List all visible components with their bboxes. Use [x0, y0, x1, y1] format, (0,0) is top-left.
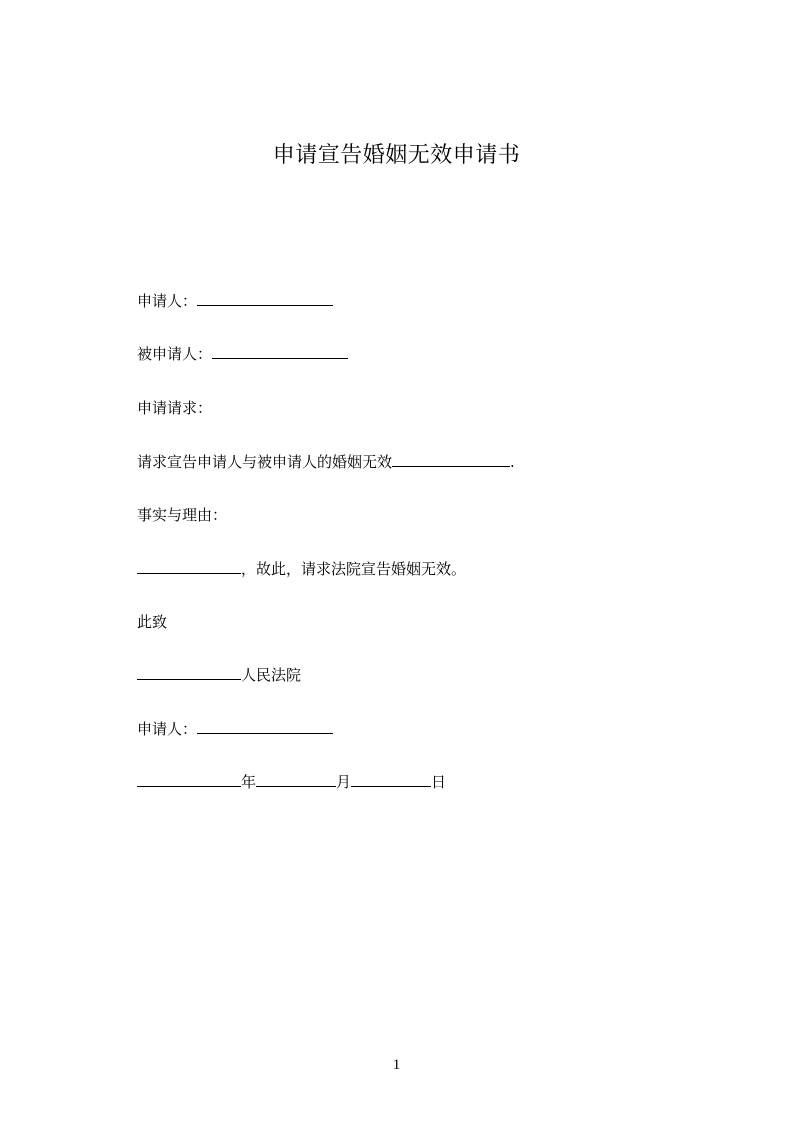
day-blank [351, 770, 431, 787]
facts-blank [137, 557, 241, 574]
signature-line [137, 717, 333, 741]
respondent-blank [212, 342, 348, 359]
facts-heading: 事实与理由： [137, 506, 228, 524]
page-number: 1 [392, 1057, 401, 1073]
document-title: 申请宣告婚姻无效申请书 [272, 143, 521, 168]
request-text: 请求宣告申请人与被申请人的婚姻无效 [137, 453, 393, 471]
applicant-line [137, 289, 333, 313]
court-suffix: 人民法院 [241, 666, 302, 684]
request-heading: 申请请求： [137, 399, 213, 417]
request-line [137, 450, 515, 474]
request-end: . [510, 453, 515, 471]
date-line [137, 770, 446, 794]
applicant-label: 申请人： [137, 292, 198, 310]
signature-label: 申请人： [137, 720, 198, 738]
year-label: 年 [241, 773, 257, 791]
facts-text: ，故此，请求法院宣告婚姻无效。 [241, 560, 467, 578]
signature-blank [197, 717, 333, 734]
month-blank [256, 770, 336, 787]
request-blank [392, 450, 510, 467]
facts-line [137, 557, 466, 581]
day-label: 日 [431, 773, 447, 791]
applicant-blank [197, 289, 333, 306]
respondent-line [137, 342, 348, 366]
salutation: 此致 [137, 613, 168, 631]
court-line [137, 663, 301, 687]
month-label: 月 [336, 773, 352, 791]
year-blank [137, 770, 241, 787]
respondent-label: 被申请人： [137, 345, 213, 363]
court-blank [137, 663, 241, 680]
